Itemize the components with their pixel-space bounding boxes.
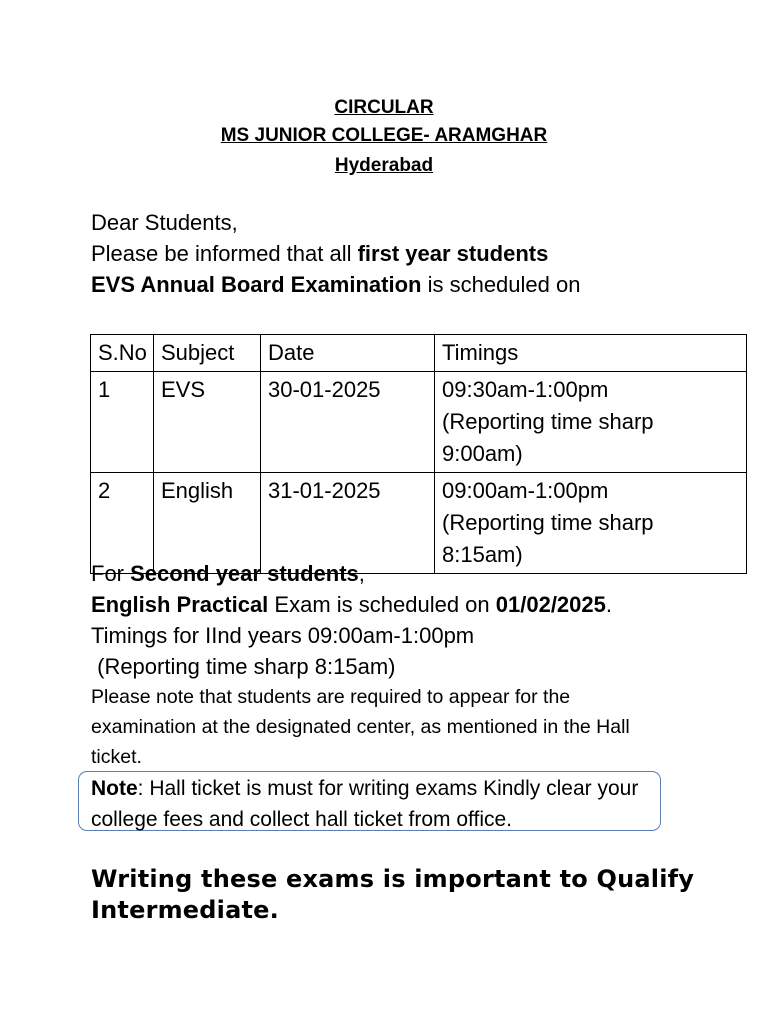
header-date: Date	[261, 335, 435, 372]
college-name: MS JUNIOR COLLEGE- ARAMGHAR	[220, 125, 548, 146]
second-year-emphasis: Second year students	[130, 561, 359, 586]
second-year-prefix: For	[91, 561, 131, 586]
cell-timings	[435, 372, 747, 473]
second-year-line	[91, 558, 365, 589]
practical-line-end: .	[605, 592, 612, 617]
table-header-row	[91, 335, 747, 372]
second-year-reporting: (Reporting time sharp 8:15am)	[91, 654, 396, 679]
timing-value: 09:30am-1:00pm	[442, 377, 609, 402]
header-timings: Timings	[435, 335, 747, 372]
timing-value: 09:00am-1:00pm	[442, 478, 609, 503]
closing-line-2: Intermediate.	[91, 896, 279, 924]
table-row	[91, 372, 747, 473]
instruction-line: examination at the designated center, as mentioned in the Hall	[91, 716, 630, 738]
schedule-table	[90, 334, 747, 574]
greeting: Dear Students,	[91, 210, 238, 235]
instruction-line: Please note that students are required to appear for the	[91, 686, 571, 708]
circular-title: CIRCULAR	[334, 97, 434, 118]
exam-line	[91, 269, 580, 300]
practical-date: 01/02/2025	[495, 592, 606, 617]
practical-line	[91, 589, 612, 620]
instruction-line: ticket.	[91, 746, 142, 768]
closing-line: Writing these exams is important to Qualify	[91, 865, 695, 893]
college-city: Hyderabad	[334, 155, 434, 176]
practical-line-mid: Exam is scheduled on	[268, 592, 496, 617]
note-text: : Hall ticket is must for writing exams Kindly clear your	[137, 777, 639, 800]
reporting-time-value: 8:15am)	[442, 542, 523, 567]
reporting-time-value: 9:00am)	[442, 441, 523, 466]
first-year-emphasis: first year students	[357, 241, 549, 266]
cell-date: 31-01-2025	[261, 473, 435, 574]
exam-name: EVS Annual Board Examination	[91, 272, 422, 297]
cell-sno: 1	[91, 372, 154, 473]
cell-subject: EVS	[154, 372, 261, 473]
intro-line	[91, 238, 548, 269]
cell-timings	[435, 473, 747, 574]
header-sno: S.No	[91, 335, 154, 372]
cell-sno: 2	[91, 473, 154, 574]
second-year-comma: ,	[358, 561, 365, 586]
second-year-timings: Timings for IInd years 09:00am-1:00pm	[91, 623, 475, 648]
intro-text: Please be informed that all	[91, 241, 358, 266]
cell-date: 30-01-2025	[261, 372, 435, 473]
cell-subject: English	[154, 473, 261, 574]
reporting-time: (Reporting time sharp	[442, 510, 654, 535]
exam-line-suffix: is scheduled on	[421, 272, 581, 297]
practical-exam-name: English Practical	[91, 592, 269, 617]
note-line-2: college fees and collect hall ticket from office.	[91, 808, 512, 831]
note-label: Note	[91, 777, 138, 800]
note-line	[91, 773, 638, 804]
reporting-time: (Reporting time sharp	[442, 409, 654, 434]
header-subject: Subject	[154, 335, 261, 372]
